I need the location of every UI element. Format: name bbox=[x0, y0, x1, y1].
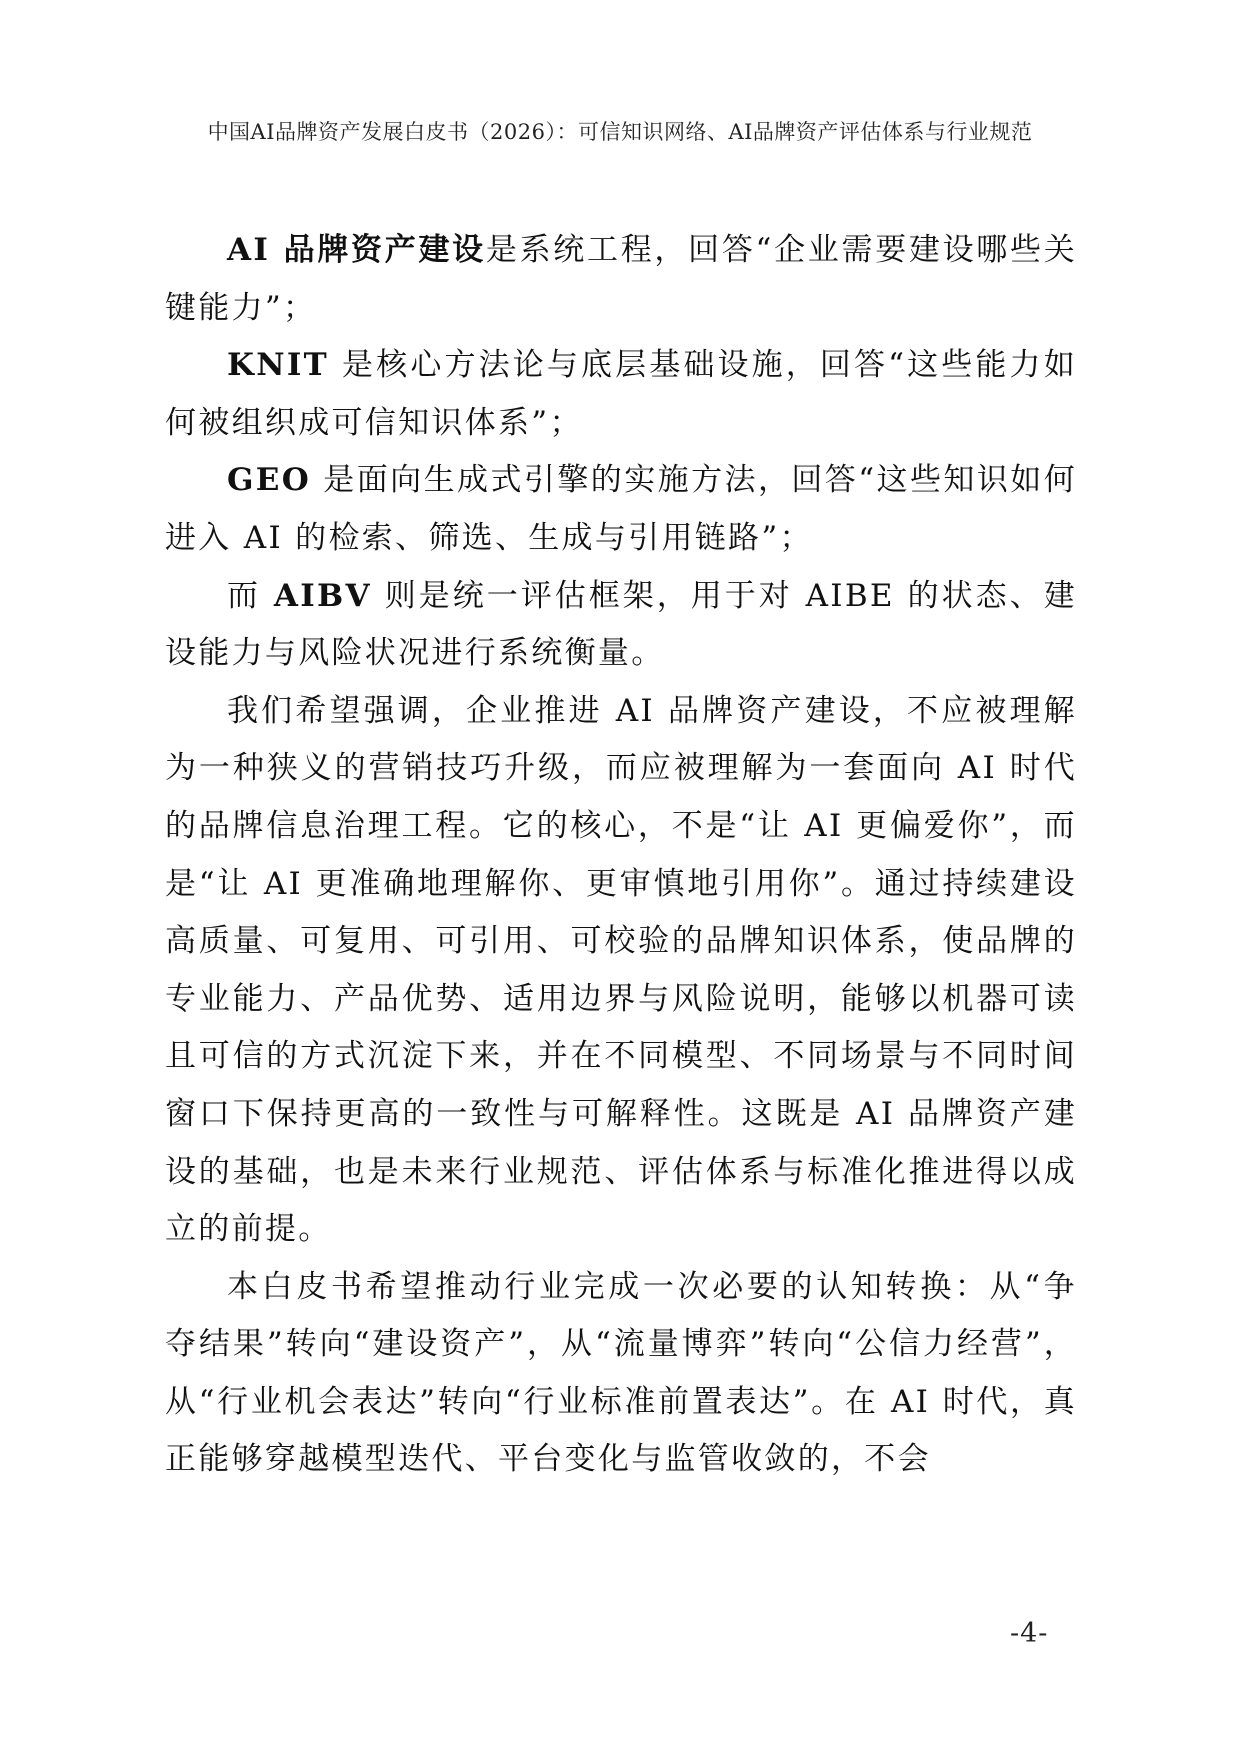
paragraph-cognitive-shift: 本白皮书希望推动行业完成一次必要的认知转换：从“争夺结果”转向“建设资产”，从“流量博弈”转向“公信力经营”，从“行业机会表达”转向“行业标准前置表达”。在 AI 时代，真正能够穿越模型迭代、平台变化与监管收敛的，不会 bbox=[165, 1268, 1077, 1478]
paragraph-prefix: 而 bbox=[227, 577, 274, 614]
paragraph-aibe-definition bbox=[165, 222, 1077, 337]
term-aibv: AIBV bbox=[273, 577, 372, 614]
term-knit: KNIT bbox=[227, 347, 330, 384]
paragraph-text: 是核心方法论与底层基础设施，回答“这些能力如何被组织成可信知识体系”； bbox=[165, 347, 1077, 441]
paragraph-text: 是系统工程，回答“企业需要建设哪些关键能力”； bbox=[165, 232, 1078, 326]
paragraph-text: 是面向生成式引擎的实施方法，回答“这些知识如何进入 AI 的检索、筛选、生成与引用链路”； bbox=[165, 462, 1077, 556]
paragraph-knit-definition bbox=[165, 337, 1077, 452]
running-header: 中国AI品牌资产发展白皮书（2026）：可信知识网络、AI品牌资产评估体系与行业规范 bbox=[207, 120, 1033, 144]
paragraph-aibv-definition bbox=[165, 568, 1077, 683]
term-aibe: AI 品牌资产建设 bbox=[227, 232, 486, 268]
paragraph-emphasis: 我们希望强调，企业推进 AI 品牌资产建设，不应被理解为一种狭义的营销技巧升级，而应被理解为一套面向 AI 时代的品牌信息治理工程。它的核心，不是“让 AI 更偏爱你”，而是“让 AI 更准确地理解你、更审慎地引用你”。通过持续建设高质量、可复用、可引用、可校验的品牌知识体系，使品牌的专业能力、产品优势、适用边界与风险说明，能够以机器可读且可信的方式沉淀下来，并在不同模型、不同场景与不同时间窗口下保持更高的一致性与可解释性。这既是 AI 品牌资产建设的基础，也是未来行业规范、评估体系与标准化推进得以成立的前提。 bbox=[165, 692, 1077, 1248]
body-text bbox=[165, 222, 1077, 1489]
term-geo: GEO bbox=[227, 462, 312, 499]
paragraph-geo-definition bbox=[165, 452, 1077, 567]
paragraph-text: 则是统一评估框架，用于对 AIBE 的状态、建设能力与风险状况进行系统衡量。 bbox=[165, 577, 1077, 672]
page-number: -4- bbox=[1010, 1618, 1049, 1649]
